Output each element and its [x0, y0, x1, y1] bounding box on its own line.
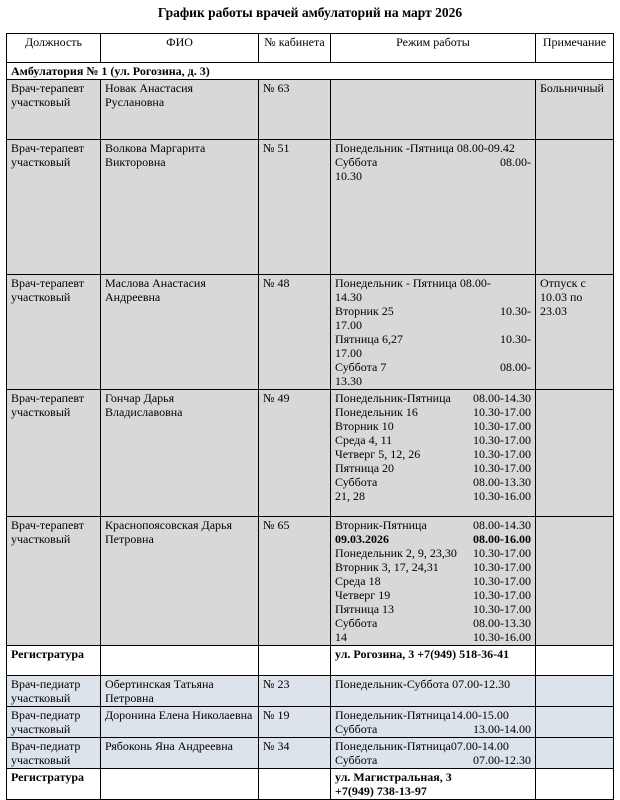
position-cell: Врач-педиатр участковый — [7, 676, 101, 706]
schedule-time: 08.00- — [500, 360, 531, 374]
schedule-day: Вторник 3, 17, 24,31 — [335, 560, 439, 574]
schedule-day: Четверг 19 — [335, 588, 391, 602]
schedule-time: 13.00-14.00 — [473, 722, 531, 736]
schedule-time: 10.30-17.00 — [473, 461, 531, 475]
note-cell — [536, 140, 613, 274]
name-cell: Доронина Елена Николаевна — [101, 707, 259, 737]
note-cell — [536, 390, 613, 516]
schedule-day: 14.30 — [335, 290, 362, 304]
schedule-day: 21, 28 — [335, 489, 365, 503]
schedule-day: ул. Магистральная, 3 — [335, 770, 452, 784]
schedule-time: 08.00-16.00 — [473, 532, 531, 546]
schedule-time: 08.00-14.30 — [473, 391, 531, 405]
name-cell: Обертинская Татьяна Петровна — [101, 676, 259, 706]
table-row — [7, 646, 613, 676]
schedule-line — [335, 532, 531, 546]
schedule-cell — [331, 707, 536, 737]
header-cell-0: Должность — [7, 34, 101, 62]
schedule-cell — [331, 390, 536, 516]
schedule-line — [335, 647, 531, 661]
schedule-line — [335, 616, 531, 630]
room-cell: № 34 — [259, 738, 331, 768]
name-cell: Новак Анастасия Руслановна — [101, 80, 259, 139]
schedule-time: 10.30-17.00 — [473, 602, 531, 616]
schedule-cell — [331, 738, 536, 768]
schedule-cell — [331, 140, 536, 274]
note-cell — [536, 517, 613, 645]
name-cell: Гончар Дарья Владиславовна — [101, 390, 259, 516]
room-cell: № 48 — [259, 275, 331, 389]
schedule-day: Суббота — [335, 753, 378, 767]
schedule-line — [335, 489, 531, 503]
room-cell: № 51 — [259, 140, 331, 274]
position-cell: Врач-терапевт участковый — [7, 275, 101, 389]
schedule-line — [335, 518, 531, 532]
schedule-line — [335, 290, 531, 304]
schedule-line — [335, 447, 531, 461]
note-cell — [536, 707, 613, 737]
room-cell: № 63 — [259, 80, 331, 139]
note-cell: Больничный — [536, 80, 613, 139]
schedule-line — [335, 155, 531, 169]
schedule-line — [335, 574, 531, 588]
room-cell: № 23 — [259, 676, 331, 706]
position-cell: Врач-терапевт участковый — [7, 390, 101, 516]
schedule-time: 10.30- — [500, 304, 531, 318]
schedule-line — [335, 405, 531, 419]
schedule-day: Среда 4, 11 — [335, 433, 393, 447]
schedule-day: Понедельник-Пятница07.00-14.00 — [335, 739, 509, 753]
schedule-day: 14 — [335, 630, 347, 644]
schedule-day: 17.00 — [335, 318, 362, 332]
schedule-line — [335, 475, 531, 489]
schedule-line — [335, 602, 531, 616]
name-cell — [101, 646, 259, 675]
schedule-day: Суббота — [335, 722, 378, 736]
note-cell — [536, 738, 613, 768]
schedule-line — [335, 784, 531, 798]
schedule-day: Вторник 10 — [335, 419, 394, 433]
schedule-day: Четверг 5, 12, 26 — [335, 447, 421, 461]
table-row — [7, 140, 613, 275]
position-cell: Врач-терапевт участковый — [7, 517, 101, 645]
schedule-day: 13.30 — [335, 374, 362, 388]
position-cell: Врач-терапевт участковый — [7, 140, 101, 274]
name-cell: Краснопоясовская Дарья Петровна — [101, 517, 259, 645]
schedule-line — [335, 419, 531, 433]
schedule-day: Пятница 13 — [335, 602, 395, 616]
table-row — [7, 738, 613, 769]
schedule-time: 10.30-17.00 — [473, 419, 531, 433]
schedule-day: 09.03.2026 — [335, 532, 389, 546]
note-cell — [536, 769, 613, 799]
schedule-time: 10.30-17.00 — [473, 560, 531, 574]
schedule-day: Суббота — [335, 155, 378, 169]
header-cell-4: Примечание — [536, 34, 613, 62]
schedule-line — [335, 346, 531, 360]
schedule-time: 08.00-13.30 — [473, 616, 531, 630]
schedule-line — [335, 770, 531, 784]
table-row — [7, 769, 613, 799]
schedule-day: Понедельник 16 — [335, 405, 418, 419]
schedule-line — [335, 304, 531, 318]
schedule-line — [335, 276, 531, 290]
header-cell-1: ФИО — [101, 34, 259, 62]
schedule-cell — [331, 646, 536, 675]
schedule-day: 17.00 — [335, 346, 362, 360]
schedule-line — [335, 722, 531, 736]
note-cell: Отпуск с 10.03 по 23.03 — [536, 275, 613, 389]
schedule-time: 10.30-16.00 — [473, 489, 531, 503]
schedule-cell — [331, 275, 536, 389]
schedule-line — [335, 461, 531, 475]
schedule-day: Понедельник - Пятница 08.00- — [335, 276, 491, 290]
table-row — [7, 275, 613, 390]
schedule-day: Понедельник-Пятница — [335, 391, 451, 405]
schedule-time: 08.00-14.30 — [473, 518, 531, 532]
position-cell: Врач-терапевт участковый — [7, 80, 101, 139]
position-cell: Регистратура — [7, 769, 101, 799]
note-cell — [536, 646, 613, 675]
schedule-day: +7(949) 738-13-97 — [335, 784, 427, 798]
position-cell: Врач-педиатр участковый — [7, 738, 101, 768]
schedule-line — [335, 374, 531, 388]
schedule-cell — [331, 80, 536, 139]
schedule-time: 10.30-17.00 — [473, 447, 531, 461]
header-row — [7, 34, 613, 63]
schedule-line — [335, 360, 531, 374]
schedule-line — [335, 546, 531, 560]
schedule-time: 10.30- — [500, 332, 531, 346]
schedule-line — [335, 391, 531, 405]
schedule-table — [6, 33, 614, 800]
schedule-line — [335, 739, 531, 753]
table-row — [7, 517, 613, 646]
schedule-time: 10.30-17.00 — [473, 433, 531, 447]
page-title: График работы врачей амбулаторий на март 2026 — [157, 5, 463, 20]
schedule-line — [335, 318, 531, 332]
table-row — [7, 80, 613, 140]
schedule-day: Суббота — [335, 616, 378, 630]
name-cell: Рябоконь Яна Андреевна — [101, 738, 259, 768]
room-cell: № 19 — [259, 707, 331, 737]
schedule-day: Суббота 7 — [335, 360, 387, 374]
schedule-day: Пятница 6,27 — [335, 332, 404, 346]
room-cell: № 65 — [259, 517, 331, 645]
schedule-time: 10.30-17.00 — [473, 574, 531, 588]
schedule-time: 08.00- — [500, 155, 531, 169]
name-cell — [101, 769, 259, 799]
position-cell: Регистратура — [7, 646, 101, 675]
table-row — [7, 707, 613, 738]
schedule-day: Вторник-Пятница — [335, 518, 427, 532]
schedule-line — [335, 332, 531, 346]
schedule-line — [335, 169, 531, 183]
room-cell — [259, 769, 331, 799]
name-cell: Волкова Маргарита Викторовна — [101, 140, 259, 274]
schedule-line — [335, 560, 531, 574]
schedule-cell — [331, 517, 536, 645]
schedule-time: 08.00-13.30 — [473, 475, 531, 489]
schedule-time: 10.30-17.00 — [473, 588, 531, 602]
name-cell: Маслова Анастасия Андреевна — [101, 275, 259, 389]
schedule-day: Понедельник 2, 9, 23,30 — [335, 546, 457, 560]
schedule-cell — [331, 769, 536, 799]
schedule-day: 10.30 — [335, 169, 362, 183]
schedule-time: 07.00-12.30 — [473, 753, 531, 767]
room-cell — [259, 646, 331, 675]
schedule-day: Пятница 20 — [335, 461, 395, 475]
schedule-day: Понедельник -Пятница 08.00-09.42 — [335, 141, 515, 155]
schedule-line — [335, 677, 531, 691]
schedule-line — [335, 141, 531, 155]
table-row — [7, 390, 613, 517]
schedule-time: 10.30-16.00 — [473, 630, 531, 644]
schedule-day: Понедельник-Пятница14.00-15.00 — [335, 708, 509, 722]
schedule-line — [335, 708, 531, 722]
schedule-day: Суббота — [335, 475, 378, 489]
schedule-time: 10.30-17.00 — [473, 405, 531, 419]
schedule-day: ул. Рогозина, 3 +7(949) 518-36-41 — [335, 647, 510, 661]
schedule-line — [335, 753, 531, 767]
schedule-line — [335, 433, 531, 447]
schedule-time: 10.30-17.00 — [473, 546, 531, 560]
header-cell-2: № кабинета — [259, 34, 331, 62]
schedule-line — [335, 630, 531, 644]
position-cell: Врач-педиатр участковый — [7, 707, 101, 737]
schedule-day: Среда 18 — [335, 574, 381, 588]
room-cell: № 49 — [259, 390, 331, 516]
schedule-day: Понедельник-Суббота 07.00-12.30 — [335, 677, 511, 691]
section-row: Амбулатория № 1 (ул. Рогозина, д. 3) — [7, 63, 613, 80]
schedule-day: Вторник 25 — [335, 304, 394, 318]
header-cell-3: Режим работы — [331, 34, 536, 62]
schedule-line — [335, 588, 531, 602]
